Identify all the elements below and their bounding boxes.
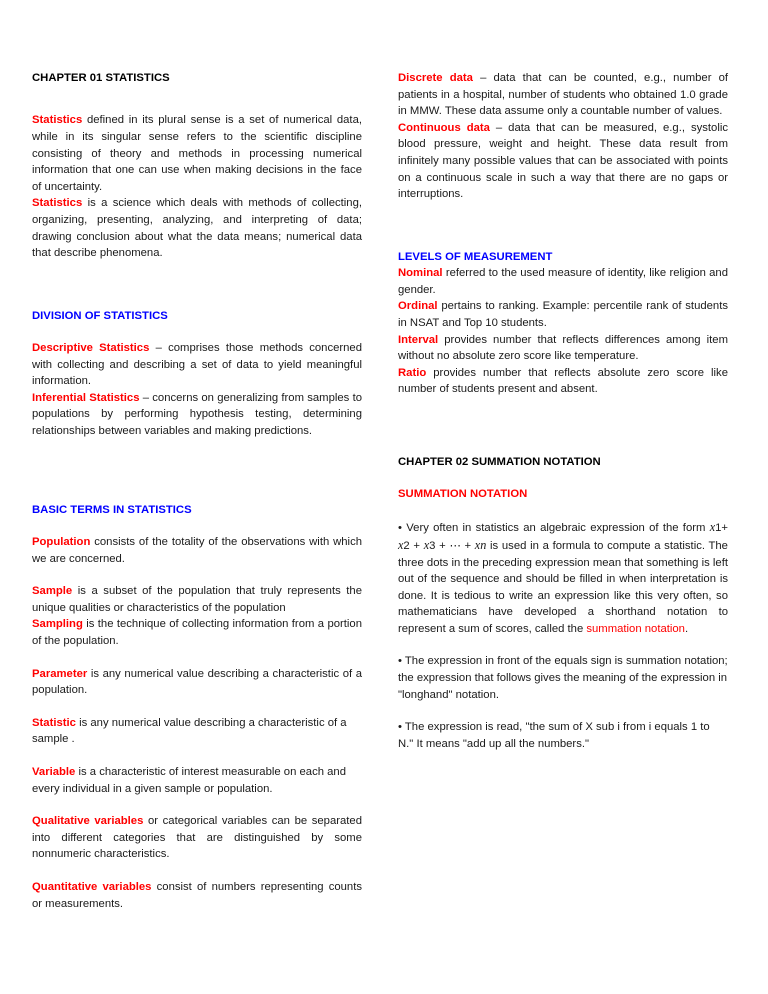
- term-entry-parameter: [32, 666, 362, 699]
- term-definition-population: consists of the totality of the observations with which we are concerned.: [32, 536, 362, 565]
- bullet-marker-3: •: [398, 721, 402, 734]
- term-label-parameter: Parameter: [32, 667, 88, 680]
- formula-x1-var: x: [709, 519, 716, 534]
- two-column-layout: [32, 70, 733, 912]
- term-entry-sample-sampling: [32, 583, 362, 649]
- term-entry-statistic: [32, 715, 362, 748]
- chapter-01-heading: CHAPTER 01 STATISTICS: [32, 72, 170, 84]
- definition-ordinal: pertains to ranking. Example: percentile rank of students in NSAT and Top 10 students.: [398, 300, 728, 329]
- statistics-science-body: is a science which deals with methods of collecting, organizing, presenting, analyzing, and interpreting of data; drawing conclusion about what the data means; numerical data that describe phenomena.: [32, 197, 362, 260]
- term-statistics-science: Statistics: [32, 197, 83, 210]
- formula-xn-var: xn: [474, 537, 487, 552]
- spacer: [32, 748, 362, 764]
- spacer: [32, 863, 362, 879]
- term-ratio: Ratio: [398, 366, 427, 379]
- left-column: [32, 70, 362, 912]
- term-continuous-data: Continuous data: [398, 121, 490, 134]
- formula-plus: +: [460, 539, 475, 552]
- bullet-marker-1: •: [398, 521, 402, 534]
- statistics-definition-paragraph: [32, 112, 362, 261]
- summation-notation-inline-term: summation notation: [586, 622, 685, 635]
- term-label-sample: Sample: [32, 585, 73, 598]
- spacer: [32, 518, 362, 534]
- term-inferential-statistics: Inferential Statistics: [32, 391, 140, 404]
- term-entry-population: [32, 534, 362, 567]
- term-label-variable: Variable: [32, 765, 76, 778]
- bullet-1-text-part1: Very often in statistics an algebraic expression of the form: [401, 521, 710, 534]
- spacer: [398, 703, 728, 719]
- term-label-quantitative-variables: Quantitative variables: [32, 880, 152, 893]
- term-definition-parameter: is any numerical value describing a characteristic of a population.: [32, 667, 362, 697]
- descriptive-statistics-body: – comprises those methods concerned with collecting and describing a set of data to yield meaningful information.: [32, 342, 363, 388]
- spacer: [32, 567, 362, 583]
- chapter-02-heading: CHAPTER 02 SUMMATION NOTATION: [398, 455, 601, 468]
- statistics-plural-body: defined in its plural sense is a set of numerical data, while in its singular sense refers to the scientific discipline consisting of theory and methods in processing numerical information that one can use when making decisions in the face of uncertainty.: [32, 114, 362, 193]
- term-nominal: Nominal: [398, 267, 443, 280]
- term-definition-sample: is a subset of the population that truly represents the unique qualities or characteristics of the population: [32, 585, 362, 614]
- term-label-statistic: Statistic: [32, 716, 76, 729]
- term-definition-qualitative-variables: or categorical variables can be separated into different categories that are distinguished by some nonnumeric characteristics.: [32, 815, 362, 861]
- formula-x3-var: x: [423, 537, 430, 552]
- bullet-paragraph-3: [398, 719, 728, 752]
- spacer: [32, 699, 362, 715]
- term-definition-statistic: is any numerical value describing a characteristic of a sample .: [32, 716, 347, 746]
- spacer: [398, 637, 728, 653]
- definition-nominal: referred to the used measure of identity, like religion and gender.: [398, 267, 728, 296]
- definition-ratio: provides number that reflects absolute zero score like number of students present and absent.: [398, 366, 728, 396]
- bullet-3-text: The expression is read, "the sum of X sub i from i equals 1 to N." It means "add up all the numbers.": [398, 721, 710, 750]
- term-interval: Interval: [398, 333, 439, 346]
- formula-x3-num: 3 +: [429, 539, 450, 552]
- summation-notation-heading: SUMMATION NOTATION: [398, 488, 528, 501]
- term-discrete-data: Discrete data: [398, 72, 473, 84]
- term-ordinal: Ordinal: [398, 300, 438, 313]
- division-of-statistics-heading: DIVISION OF STATISTICS: [32, 309, 168, 322]
- formula-x2-var: x: [398, 537, 404, 552]
- term-definition-sampling: is the technique of collecting information from a portion of the population.: [32, 618, 362, 647]
- spacer: [32, 797, 362, 813]
- spacer: [398, 503, 728, 519]
- spacer: [32, 324, 362, 340]
- term-label-sampling: Sampling: [32, 618, 83, 631]
- spacer: [398, 398, 728, 444]
- spacer: [32, 262, 362, 308]
- term-entry-quantitative-variables: [32, 879, 362, 912]
- bullet-paragraph-1: [398, 519, 728, 638]
- definition-interval: provides number that reflects differences among item without no absolute zero score like temperature.: [398, 333, 728, 363]
- term-statistics-plural: Statistics: [32, 114, 83, 127]
- right-column: [398, 70, 728, 752]
- inferential-statistics-body: – concerns on generalizing from samples to populations by performing hypothesis testing, determining relationships between variables and making predictions.: [32, 391, 362, 438]
- formula-ellipsis: ⋯: [449, 539, 461, 552]
- spacer: [398, 444, 728, 454]
- term-label-population: Population: [32, 536, 91, 549]
- term-label-qualitative-variables: Qualitative variables: [32, 815, 144, 828]
- continuous-data-body: – data that can be measured, e.g., systolic blood pressure, weight and height. These data result from infinitely many possible values that can be associated with points on a continuous scale in such a way that there are no gaps or interruptions.: [398, 121, 728, 201]
- division-of-statistics-paragraph: [32, 340, 362, 440]
- bullet-paragraph-2: [398, 653, 728, 703]
- bullet-marker-2: •: [398, 655, 402, 668]
- term-entry-qualitative-variables: [32, 813, 362, 863]
- data-types-paragraph: [398, 70, 728, 203]
- discrete-data-body: – data that can be counted, e.g., number of patients in a hospital, number of students who obtained 1.0 grade in MMW. These data assume only a countable number of values.: [398, 72, 729, 118]
- spacer: [398, 470, 728, 486]
- term-definition-variable: is a characteristic of interest measurable on each and every individual in a given sample or population.: [32, 765, 346, 795]
- spacer: [32, 440, 362, 486]
- spacer: [32, 650, 362, 666]
- term-definition-quantitative-variables: consist of numbers representing counts or measurements.: [32, 880, 363, 910]
- bullet-1-text-part2: is used in a formula to compute a statistic. The three dots in the preceding expression mean that something is left out of the sequence and should be filled in when interpretation is done. It is tedious to write an expression like this very often, so mathematicians have developed a shorthand notation to represent a sum of scores, called the: [398, 539, 728, 635]
- spacer: [32, 486, 362, 502]
- formula-x1-num: 1+: [715, 521, 728, 534]
- formula-x2-num: 2 +: [403, 539, 424, 552]
- basic-terms-heading: BASIC TERMS IN STATISTICS: [32, 503, 192, 516]
- term-descriptive-statistics: Descriptive Statistics: [32, 342, 150, 355]
- term-entry-variable: [32, 764, 362, 797]
- spacer: [32, 86, 362, 112]
- bullet-1-period: .: [684, 622, 689, 635]
- levels-of-measurement-heading: LEVELS OF MEASUREMENT: [398, 250, 553, 263]
- levels-of-measurement-paragraph: [398, 265, 728, 398]
- spacer: [398, 203, 728, 249]
- bullet-2-text: The expression in front of the equals sign is summation notation; the expression that follows gives the meaning of the expression in "longhand" notation.: [398, 655, 728, 701]
